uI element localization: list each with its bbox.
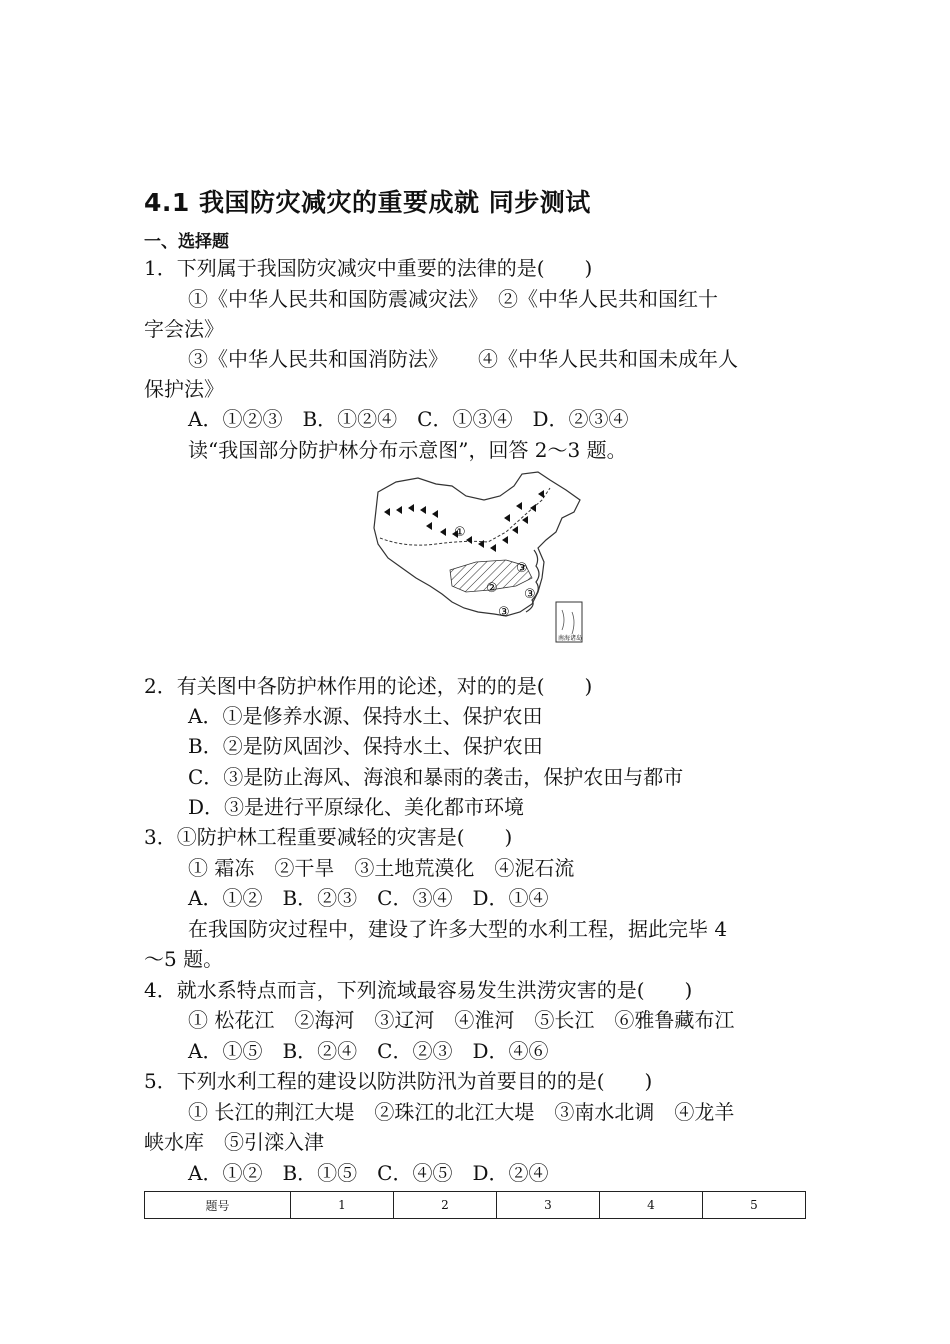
reading-instruction-2: 在我国防灾过程中，建设了许多大型的水利工程，据此完毕 4: [188, 917, 728, 941]
table-cell: 3: [497, 1192, 600, 1219]
page-title: 4.1 我国防灾减灾的重要成就 同步测试: [144, 188, 591, 217]
map-label-3-south: ③: [498, 605, 510, 620]
map-label-2: ②: [486, 581, 498, 596]
question-3-options: ① 霜冻 ②干旱 ③土地荒漠化 ④泥石流: [188, 856, 575, 880]
question-3-stem: 3．①防护林工程重要减轻的灾害是( ): [144, 825, 513, 849]
question-2-option-b: B．②是防风固沙、保持水土、保护农田: [188, 734, 543, 758]
question-3-choices: A．①② B．②③ C．③④ D．①④: [188, 886, 549, 910]
reading-instruction-2-cont: ～5 题。: [144, 947, 224, 971]
map-label-3-mid: ③: [524, 587, 536, 602]
table-cell: 4: [600, 1192, 703, 1219]
shelterbelt-map: [366, 470, 588, 648]
question-4-stem: 4．就水系特点而言，下列流域最容易发生洪涝灾害的是( ): [144, 978, 693, 1002]
question-5-stem: 5．下列水利工程的建设以防洪防汛为首要目的的是( ): [144, 1069, 653, 1093]
question-1-option-line: ①《中华人民共和国防震减灾法》 ②《中华人民共和国红十: [188, 287, 718, 311]
question-2-option-a: A．①是修养水源、保持水土、保护农田: [188, 704, 543, 728]
map-label-3-north: ③: [516, 561, 528, 576]
question-4-options: ① 松花江 ②海河 ③辽河 ④淮河 ⑤长江 ⑥雅鲁藏布江: [188, 1008, 735, 1032]
table-header-cell: 题号: [145, 1192, 291, 1219]
reading-instruction: 读“我国部分防护林分布示意图”，回答 2～3 题。: [188, 438, 627, 462]
question-2-option-d: D．③是进行平原绿化、美化都市环境: [188, 795, 525, 819]
question-5-options: ① 长江的荆江大堤 ②珠江的北江大堤 ③南水北调 ④龙羊: [188, 1100, 735, 1124]
question-1-option-line-cont: 保护法》: [144, 377, 224, 401]
question-5-choices: A．①② B．①⑤ C．④⑤ D．②④: [188, 1161, 549, 1185]
question-1-option-line-cont: 字会法》: [144, 317, 224, 341]
question-2-option-c: C．③是防止海风、海浪和暴雨的袭击，保护农田与都市: [188, 765, 684, 789]
map-label-1: ①: [454, 525, 466, 540]
section-heading: 一、选择题: [144, 232, 229, 252]
inset-label: 南海诸岛: [558, 635, 583, 642]
question-1-choices: A．①②③ B．①②④ C．①③④ D．②③④: [188, 407, 629, 431]
question-1-stem: 1．下列属于我国防灾减灾中重要的法律的是( ): [144, 256, 593, 280]
answer-table: [144, 1191, 806, 1219]
table-cell: 1: [291, 1192, 394, 1219]
question-2-stem: 2．有关图中各防护林作用的论述，对的的是( ): [144, 674, 593, 698]
question-1-option-line: ③《中华人民共和国消防法》 ④《中华人民共和国未成年人: [188, 347, 738, 371]
table-cell: 2: [394, 1192, 497, 1219]
question-4-choices: A．①⑤ B．②④ C．②③ D．④⑥: [188, 1039, 549, 1063]
question-5-options-cont: 峡水库 ⑤引滦入津: [144, 1130, 324, 1154]
table-cell: 5: [703, 1192, 806, 1219]
table-row: [145, 1192, 806, 1219]
